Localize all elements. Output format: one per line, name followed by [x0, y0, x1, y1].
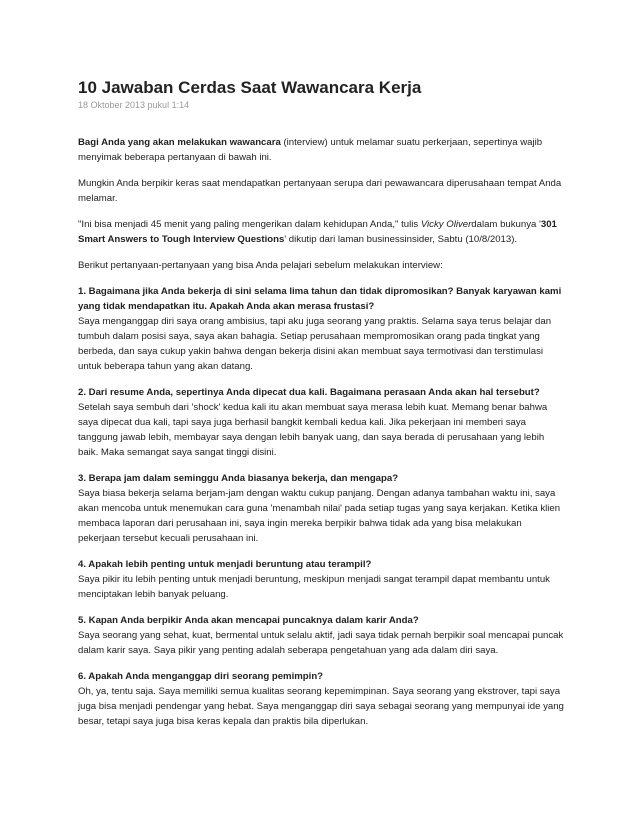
- answer-2: Setelah saya sembuh dari 'shock' kedua kali itu akan membuat saya merasa lebih kuat. Memang benar bahwa saya dipecat dua kali, tapi saya juga berhasil bangkit kembali kedua kali. Jika pekerjaan ini memberi saya tanggung jawab lebih, membayar saya dengan lebih banyak uang, dan saya berada di perusahaan yang lebih baik. Maka semangat saya sangat tinggi disini.: [78, 402, 548, 458]
- question-6: 6. Apakah Anda menganggap diri seorang pemimpin?: [78, 671, 324, 682]
- answer-1: Saya menganggap diri saya orang ambisius, tapi aku juga seorang yang praktis. Selama saya terus belajar dan tumbuh dalam posisi saya, saya akan bahagia. Setiap perusahaan mempromosikan orang pada tingkat yang berbeda, dan saya cukup yakin bahwa dengan bekerja disini akan membuat saya termotivasi dan terstimulasi untuk beberapa tahun yang akan datang.: [78, 316, 552, 372]
- intro-bold: Bagi Anda yang akan melakukan wawancara: [78, 137, 281, 148]
- intro-rest: (interview) untuk melamar suatu perkerjaan, sepertinya wajib menyimak beberapa pertanyaan di bawah ini.: [78, 137, 543, 163]
- answer-6: Oh, ya, tentu saja. Saya memiliki semua kualitas seorang kepemimpinan. Saya seorang yang ekstrover, tapi saya juga bisa menjadi pendengar yang hebat. Saya menganggap diri saya sebagai seorang yang mempunyai ide yang besar, tetapi saya juga bisa keras kepala dan praktis bila diperlukan.: [78, 686, 564, 727]
- question-2: 2. Dari resume Anda, sepertinya Anda dipecat dua kali. Bagaimana perasaan Anda akan hal tersebut?: [78, 387, 540, 398]
- qa-item: [78, 385, 566, 460]
- question-5: 5. Kapan Anda berpikir Anda akan mencapai puncaknya dalam karir Anda?: [78, 615, 419, 626]
- article-date: 18 Oktober 2013 pukul 1:14: [78, 100, 190, 110]
- book-intro: dalam bukunya ': [471, 219, 541, 230]
- qa-item: [78, 613, 566, 658]
- qa-item: [78, 557, 566, 602]
- answer-5: Saya seorang yang sehat, kuat, bermental untuk selalu aktif, jadi saya tidak pernah berpikir soal mencapai puncak dalam karir saya. Saya pikir yang penting adalah seberapa pengetahuan yang ada dalam diri saya.: [78, 630, 564, 656]
- quote-text: "Ini bisa menjadi 45 menit yang paling mengerikan dalam kehidupan Anda," tulis: [78, 219, 421, 230]
- article-body: [78, 135, 566, 729]
- article-title: 10 Jawaban Cerdas Saat Wawancara Kerja: [78, 78, 422, 97]
- paragraph-3: [78, 217, 566, 247]
- qa-item: [78, 471, 566, 546]
- source-text: ' dikutip dari laman businessinsider, Sabtu (10/8/2013).: [284, 234, 518, 245]
- book-title: 301 Smart Answers to Tough Interview Questions: [78, 219, 557, 245]
- question-1: 1. Bagaimana jika Anda bekerja di sini selama lima tahun dan tidak dipromosikan? Banyak karyawan kami yang tidak mendapatkan itu. Apakah Anda akan merasa frustasi?: [78, 286, 562, 312]
- author-name: Vicky Oliver: [420, 219, 472, 230]
- qa-item: [78, 669, 566, 729]
- paragraph-4: Berikut pertanyaan-pertanyaan yang bisa Anda pelajari sebelum melakukan interview:: [78, 260, 443, 271]
- answer-3: Saya biasa bekerja selama berjam-jam dengan waktu cukup panjang. Dengan adanya tambahan waktu ini, saya akan mencoba untuk menemukan cara guna 'menambah nilai' pada setiap tugas yang saya kerjakan. Ketika klien membaca laporan dari perusahaan ini, saya ingin mereka berpikir bahwa tidak ada yang bisa melakukan pekerjaan tersebut kecuali perusahaan ini.: [78, 488, 561, 544]
- qa-item: [78, 284, 566, 374]
- question-4: 4. Apakah lebih penting untuk menjadi beruntung atau terampil?: [78, 559, 372, 570]
- article: [78, 78, 566, 740]
- question-3: 3. Berapa jam dalam seminggu Anda biasanya bekerja, dan mengapa?: [78, 473, 399, 484]
- intro-paragraph: [78, 135, 566, 165]
- paragraph-2: Mungkin Anda berpikir keras saat mendapatkan pertanyaan serupa dari pewawancara diperusahaan tempat Anda melamar.: [78, 178, 562, 204]
- answer-4: Saya pikir itu lebih penting untuk menjadi beruntung, meskipun menjadi sangat terampil dapat membantu untuk menciptakan lebih banyak peluang.: [78, 574, 550, 600]
